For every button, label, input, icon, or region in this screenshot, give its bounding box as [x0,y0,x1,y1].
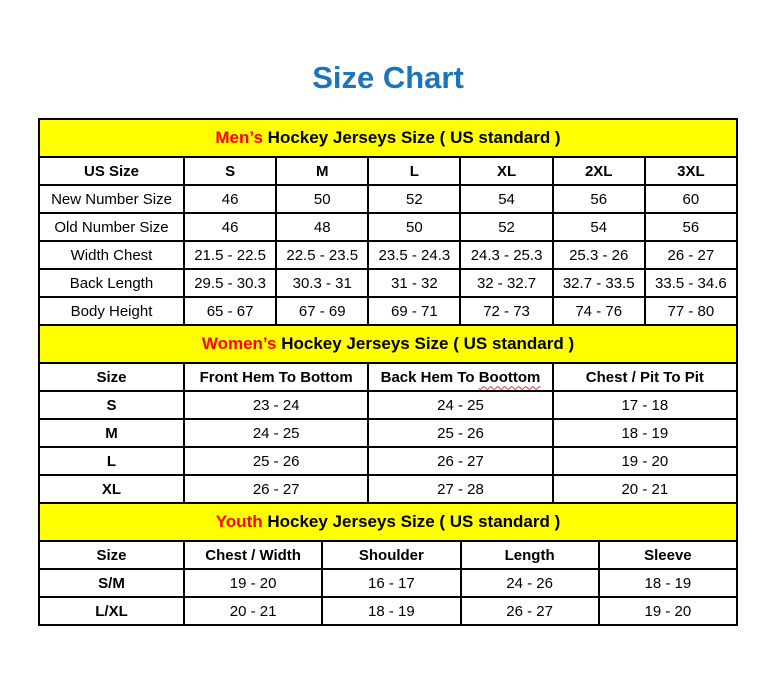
table-row [39,419,737,447]
value-cell: 60 [645,185,737,213]
value-cell: 54 [460,185,552,213]
value-cell: 26 - 27 [645,241,737,269]
misspelled-word: Boottom [478,368,541,386]
header-cell: Length [461,541,599,569]
row-label: New Number Size [39,185,184,213]
table-row [39,391,737,419]
section-band-youth [39,503,737,541]
value-cell: 17 - 18 [553,391,737,419]
size-table-womens [38,324,738,504]
table-row [39,241,737,269]
section-band-highlight: Youth [215,512,263,531]
header-cell: Front Hem To Bottom [184,363,368,391]
size-chart [38,118,738,626]
table-row [39,269,737,297]
value-cell: 67 - 69 [276,297,368,325]
value-cell: 31 - 32 [368,269,460,297]
value-cell: 54 [553,213,645,241]
value-cell: 29.5 - 30.3 [184,269,276,297]
value-cell: 50 [368,213,460,241]
value-cell: 24.3 - 25.3 [460,241,552,269]
value-cell: 21.5 - 22.5 [184,241,276,269]
row-label: Width Chest [39,241,184,269]
value-cell: 18 - 19 [553,419,737,447]
row-label: L [39,447,184,475]
value-cell: 77 - 80 [645,297,737,325]
value-cell: 22.5 - 23.5 [276,241,368,269]
table-row [39,475,737,503]
value-cell: 56 [553,185,645,213]
header-cell: Chest / Width [184,541,322,569]
value-cell: 52 [460,213,552,241]
header-cell: S [184,157,276,185]
row-label: S/M [39,569,184,597]
row-label: L/XL [39,597,184,625]
value-cell: 65 - 67 [184,297,276,325]
header-cell: 2XL [553,157,645,185]
value-cell: 19 - 20 [184,569,322,597]
value-cell: 56 [645,213,737,241]
value-cell: 50 [276,185,368,213]
table-row [39,569,737,597]
value-cell: 46 [184,185,276,213]
page-title: Size Chart [312,60,464,95]
value-cell: 24 - 26 [461,569,599,597]
section-band-text: Hockey Jerseys Size ( US standard ) [281,334,575,353]
value-cell: 48 [276,213,368,241]
size-table-youth [38,502,738,626]
value-cell: 26 - 27 [368,447,552,475]
value-cell: 24 - 25 [368,391,552,419]
table-row [39,185,737,213]
header-cell: XL [460,157,552,185]
row-label: XL [39,475,184,503]
value-cell: 25.3 - 26 [553,241,645,269]
value-cell: 72 - 73 [460,297,552,325]
value-cell: 20 - 21 [184,597,322,625]
value-cell: 32.7 - 33.5 [553,269,645,297]
value-cell: 18 - 19 [599,569,737,597]
value-cell: 25 - 26 [368,419,552,447]
row-label: Old Number Size [39,213,184,241]
value-cell: 19 - 20 [599,597,737,625]
value-cell: 23.5 - 24.3 [368,241,460,269]
value-cell: 19 - 20 [553,447,737,475]
header-cell: Shoulder [322,541,460,569]
header-cell: Sleeve [599,541,737,569]
value-cell: 32 - 32.7 [460,269,552,297]
header-cell: M [276,157,368,185]
size-table-mens [38,118,738,326]
value-cell: 24 - 25 [184,419,368,447]
section-band-text: Hockey Jerseys Size ( US standard ) [267,128,561,147]
value-cell: 52 [368,185,460,213]
section-band-highlight: Men’s [215,128,263,147]
header-cell: Size [39,541,184,569]
table-row [39,597,737,625]
row-label: M [39,419,184,447]
value-cell: 20 - 21 [553,475,737,503]
value-cell: 23 - 24 [184,391,368,419]
header-cell: Chest / Pit To Pit [553,363,737,391]
header-cell: Size [39,363,184,391]
section-band-highlight: Women’s [201,334,277,353]
row-label: S [39,391,184,419]
section-band-mens [39,119,737,157]
header-cell: 3XL [645,157,737,185]
value-cell: 18 - 19 [322,597,460,625]
value-cell: 25 - 26 [184,447,368,475]
value-cell: 16 - 17 [322,569,460,597]
row-label: Body Height [39,297,184,325]
value-cell: 74 - 76 [553,297,645,325]
header-cell: US Size [39,157,184,185]
value-cell: 26 - 27 [184,475,368,503]
header-cell: L [368,157,460,185]
row-label: Back Length [39,269,184,297]
table-row [39,447,737,475]
value-cell: 69 - 71 [368,297,460,325]
section-band-text: Hockey Jerseys Size ( US standard ) [267,512,561,531]
header-cell [368,363,552,391]
value-cell: 46 [184,213,276,241]
value-cell: 33.5 - 34.6 [645,269,737,297]
table-row [39,213,737,241]
section-band-womens [39,325,737,363]
header-cell-text: Back Hem To [380,368,479,386]
value-cell: 27 - 28 [368,475,552,503]
table-row [39,297,737,325]
value-cell: 30.3 - 31 [276,269,368,297]
value-cell: 26 - 27 [461,597,599,625]
